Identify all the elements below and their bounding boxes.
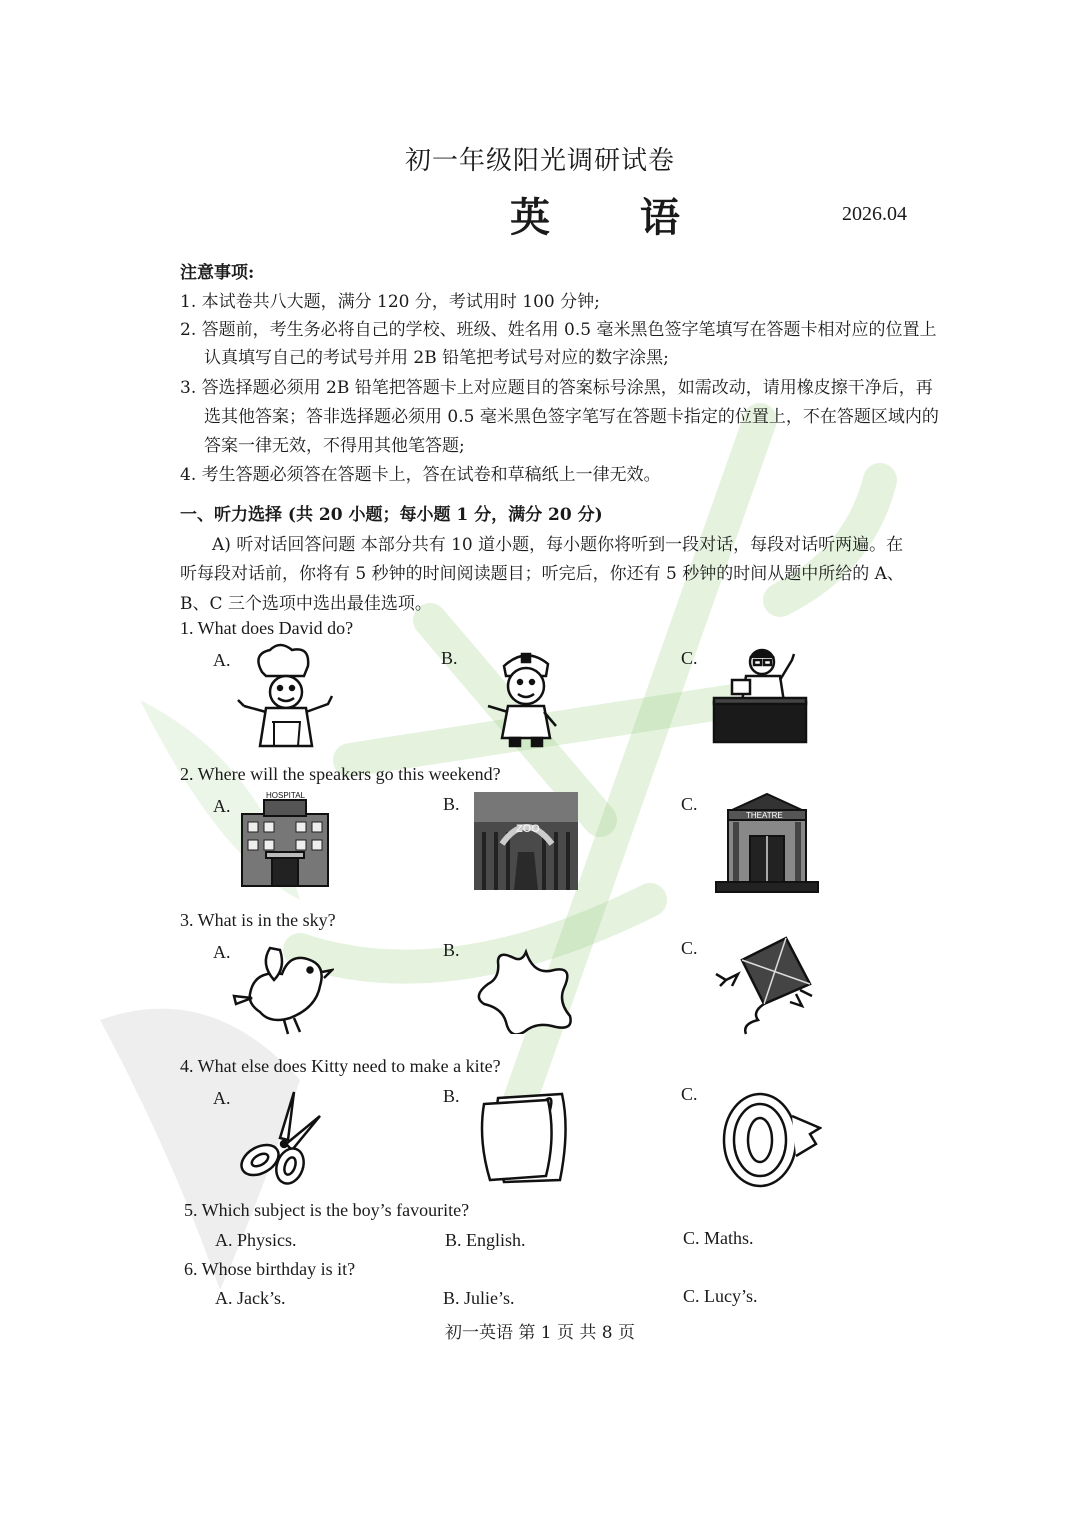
notice-item: 选其他答案；答非选择题必须用 0.5 毫米黑色签字笔写在答题卡指定的位置上，不在答题区域内的	[204, 407, 939, 427]
option-label: B.	[443, 940, 460, 960]
question-stem: 1. What does David do?	[180, 618, 354, 638]
option-label: A. Physics.	[215, 1230, 297, 1250]
notice-item: 4. 考生答题必须答在答题卡上，答在试卷和草稿纸上一律无效。	[180, 465, 661, 485]
notice-item: 1. 本试卷共八大题，满分 120 分，考试用时 100 分钟;	[180, 292, 600, 312]
hospital-picture	[236, 788, 334, 888]
svg-text:ZOO: ZOO	[516, 823, 540, 835]
option-label: C.	[681, 794, 698, 814]
notice-item: 2. 答题前，考生务必将自己的学校、班级、姓名用 0.5 毫米黑色签字笔填写在答题卡相对应的位置上	[180, 320, 937, 340]
notice-item: 3. 答选择题必须用 2B 铅笔把答题卡上对应题目的答案标号涂黑，如需改动，请用橡皮擦干净后，再	[180, 378, 933, 398]
teacher-picture	[710, 640, 810, 746]
question-stem: 5. Which subject is the boy’s favourite?	[184, 1200, 470, 1220]
notice-heading: 注意事项:	[180, 263, 255, 283]
question-stem: 4. What else does Kitty need to make a kite?	[180, 1056, 501, 1076]
option-label: C. Lucy’s.	[683, 1286, 758, 1306]
option-label: A.	[213, 796, 231, 816]
tape-picture	[716, 1088, 822, 1188]
paper-picture	[478, 1090, 574, 1186]
option-label: B. English.	[445, 1230, 526, 1250]
section-intro: 听每段对话前，你将有 5 秒钟的时间阅读题目；听完后，你还有 5 秒钟的时间从题中所给的 A、	[180, 564, 904, 584]
option-label: B. Julie’s.	[443, 1288, 515, 1308]
kite-picture	[712, 934, 816, 1040]
option-label: C. Maths.	[683, 1228, 754, 1248]
question-stem: 6. Whose birthday is it?	[184, 1259, 356, 1279]
notice-item: 认真填写自己的考试号并用 2B 铅笔把考试号对应的数字涂黑;	[204, 348, 669, 368]
option-label: C.	[681, 938, 698, 958]
theatre-picture	[712, 790, 822, 894]
exam-subject: 英 语	[510, 194, 718, 241]
option-label: B.	[441, 648, 458, 668]
zoo-picture	[474, 792, 578, 890]
exam-title: 初一年级阳光调研试卷	[404, 146, 675, 176]
svg-text:THEATRE: THEATRE	[746, 811, 783, 820]
bird-picture	[230, 944, 334, 1038]
question-stem: 3. What is in the sky?	[180, 910, 336, 930]
option-label: A.	[213, 1088, 231, 1108]
svg-text:HOSPITAL: HOSPITAL	[266, 791, 305, 800]
option-label: A. Jack’s.	[215, 1288, 286, 1308]
section-intro: A) 听对话回答问题 本部分共有 10 道小题，每小题你将听到一段对话，每段对话听两遍。在	[212, 535, 904, 555]
page-footer: 初一英语 第 1 页 共 8 页	[444, 1323, 636, 1343]
doctor-picture	[480, 642, 570, 748]
chef-picture	[232, 642, 342, 752]
question-stem: 2. Where will the speakers go this weekend?	[180, 764, 501, 784]
notice-item: 答案一律无效，不得用其他笔答题;	[204, 436, 465, 456]
option-label: B.	[443, 794, 460, 814]
scissors-picture	[232, 1088, 322, 1188]
exam-date: 2026.04	[842, 203, 907, 225]
section-intro: B、C 三个选项中选出最佳选项。	[180, 594, 432, 614]
option-label: B.	[443, 1086, 460, 1106]
option-label: C.	[681, 1084, 698, 1104]
section-heading: 一、听力选择 (共 20 小题；每小题 1 分，满分 20 分)	[180, 505, 603, 525]
option-label: C.	[681, 648, 698, 668]
star-picture	[474, 948, 578, 1034]
option-label: A.	[213, 942, 231, 962]
option-label: A.	[213, 650, 231, 670]
